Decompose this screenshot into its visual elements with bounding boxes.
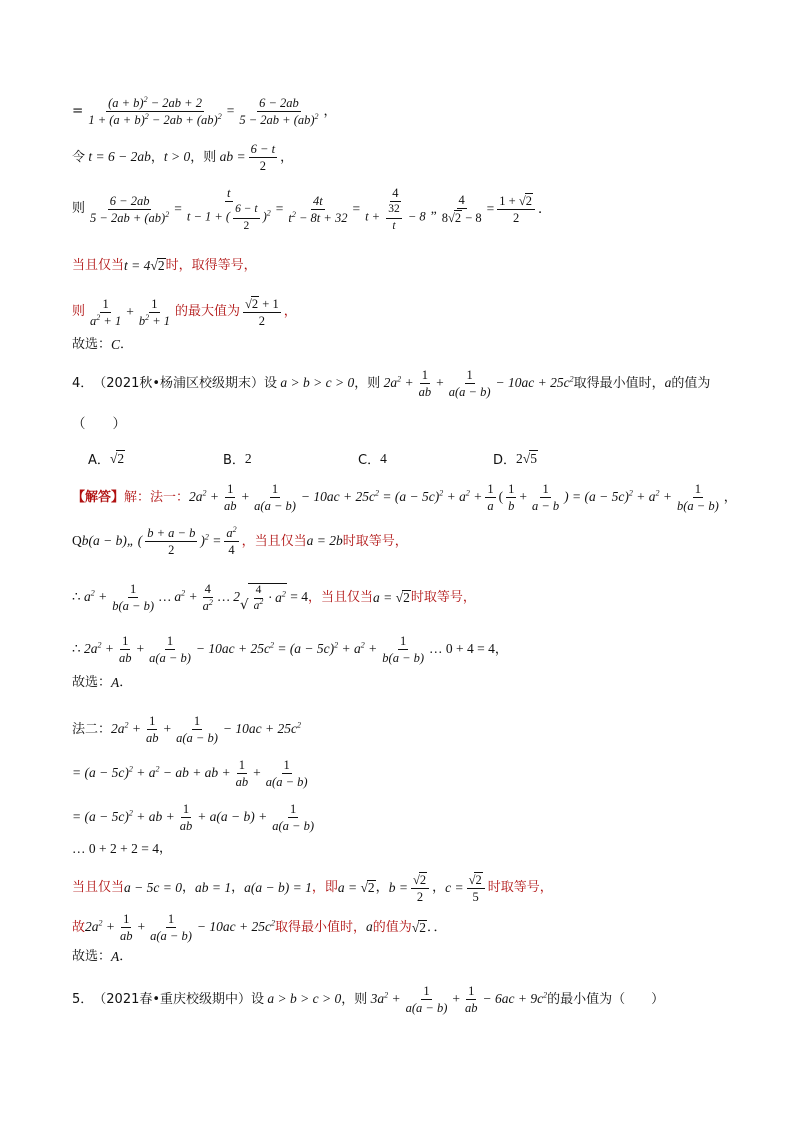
fraction: $\frac{1}{b}$	[508, 482, 515, 514]
text: 法二：	[72, 721, 112, 737]
option-label: C．	[358, 453, 381, 468]
fraction: $\frac{1}{ab}$	[146, 714, 159, 746]
fraction: $\frac{1}{a^2 + 1}$	[90, 296, 122, 328]
text: 的值为	[372, 919, 412, 935]
text: 当且仅当	[72, 880, 125, 896]
fraction: $\frac{1}{ab}$	[224, 482, 237, 514]
fraction: $\frac{1}{a(a - b)}$	[405, 984, 448, 1016]
text: ．．	[426, 919, 447, 935]
fraction: 1 + √ 2 2	[497, 193, 535, 226]
fraction: 4 t + $\frac{32}{t}$ − 8	[365, 186, 426, 232]
fraction: $\frac{1}{ab}$	[465, 984, 478, 1016]
text: 的最大值为	[175, 304, 241, 320]
text: 取得最小值时，	[275, 919, 367, 935]
fraction: $\frac{4t}{t^2 - 8t + 32}$	[288, 193, 348, 225]
choose-line-2: 故选： A ．	[72, 949, 133, 965]
fraction: $\frac{1}{a(a - b)}$	[150, 912, 192, 944]
fraction: $\frac{1}{b(a - b)}$	[676, 482, 719, 514]
option-a: A． √ 2	[88, 451, 125, 468]
solution-line-4: ∴ $2a^2$ + $\frac{1}{ab}$ + $\frac{1}{a(a - b)}$ − $10ac + 25c^2 = (a - 5c)^2 + a^2$ + $\frac{1}{b(a - b)}$ … 0 + 4 = 4 ，	[72, 634, 508, 666]
text: ，当且仅当	[241, 533, 307, 549]
choose-line-1: 故选： A ．	[72, 675, 133, 691]
text: 取得最小值时，	[573, 375, 665, 391]
text: ．	[120, 337, 134, 353]
fraction: $\frac{4}{a^2}$	[202, 582, 213, 614]
text: 故选：	[72, 949, 112, 965]
text: 时，取得等号，	[165, 257, 257, 273]
method2-condition: 当且仅当 a − 5c = 0 ， ab = 1 ， a(a − b) = 1 ，即 a = √ 2 ， b = √ 2 2 ， c = √ 2 5 时取等号，	[72, 873, 553, 905]
fraction: $\frac{6 - 2ab}{5 - 2ab + (ab)^2}$	[239, 96, 319, 128]
fraction: $\frac{6 - t}{2}$	[250, 142, 276, 174]
text: 则	[72, 304, 86, 320]
text: 故选：	[72, 675, 112, 691]
text: ，	[283, 304, 297, 320]
question-number: 4．	[72, 375, 94, 391]
fraction: $\frac{a^2}{4}$	[226, 524, 237, 558]
method2-line-2: = $(a - 5c)^2 + a^2$ − ab + ab + $\frac{1}{ab}$ + $\frac{1}{a(a - b)}$	[72, 758, 308, 790]
answer-letter: A	[111, 949, 120, 964]
fraction: $\frac{1}{ab}$	[235, 758, 249, 790]
solution-line-2: Q b(a − b)„ ( $\frac{b + a - b}{2}$ )$^2$ = $\frac{a^2}{4}$ ，当且仅当 a = 2b 时取等号，	[72, 524, 408, 558]
equals-sign: =	[72, 103, 84, 120]
text: 令	[72, 149, 86, 165]
option-value: 2	[244, 450, 252, 466]
method2-line-3: = $(a - 5c)^2$ + ab + $\frac{1}{ab}$ + a(a − b) + $\frac{1}{a(a - b)}$	[72, 802, 315, 834]
fraction: √ 2 5	[467, 872, 485, 905]
fraction: √ 2 2	[411, 872, 429, 905]
fraction: $\frac{1}{b(a - b)}$	[382, 634, 425, 666]
max-value-line: 则 $\frac{1}{a^2 + 1}$ + $\frac{1}{b^2 + 1}$ 的最大值为 √ 2 + 1 2 ，	[72, 296, 297, 329]
condition-line: 当且仅当 t = 4√ 2 时，取得等号，	[72, 257, 257, 273]
fraction: 4 8√ 2 − 8	[441, 193, 482, 226]
text: 时取等号，	[342, 533, 408, 549]
fraction: $\frac{(a + b)^2 - 2ab + 2}{1 + (a + b)^2 - 2ab + (ab)^2}$	[88, 94, 222, 128]
answer-tag: 【解答】	[72, 489, 125, 505]
fraction: √ 2 + 1 2	[245, 297, 279, 329]
text: 解：法一：	[124, 489, 190, 505]
option-d: D． 2√ 5	[493, 451, 537, 468]
text: ，当且仅当	[308, 589, 374, 605]
method2-line-4: … 0 + 2 + 2 = 4 ，	[72, 841, 172, 857]
question-source: （2021春•重庆校级期中）设	[93, 991, 265, 1007]
fraction: t t − 1 + ( $\frac{6 - t}{2}$ )$^2$	[186, 186, 271, 232]
text: 时取等号，	[487, 880, 553, 896]
answer-letter: C	[111, 337, 121, 352]
therefore-symbol: ∴	[72, 589, 81, 605]
fraction: $\frac{1}{a(a - b)}$	[149, 634, 191, 666]
equation-line-3: 则 $\frac{6 - 2ab}{5 - 2ab + (ab)^2}$ = t t − 1 + ( $\frac{6 - t}{2}$ )$^2$ = $\frac{4t}{t^2 - 8t + 32}$ = 4 t + $\frac{32}{t}$ − 8 „ 4 8√ 2 − 8 = 1 + √ 2 2 ．	[72, 186, 552, 232]
question-number: 5．	[72, 991, 94, 1007]
answer-letter: A	[111, 675, 120, 690]
fraction: $\frac{b + a - b}{2}$	[147, 526, 196, 558]
option-label: A．	[88, 453, 110, 468]
fraction: $\frac{1}{a(a - b)}$	[272, 802, 315, 834]
method2-final: 故 $2a^2$ + $\frac{1}{ab}$ + $\frac{1}{a(a - b)}$ − $10ac + 25c^2$ 取得最小值时， a 的值为 √ 2 ．．	[72, 912, 447, 944]
method2-line-1: 法二： $2a^2$ + $\frac{1}{ab}$ + $\frac{1}{a(a - b)}$ − $10ac + 25c^2$	[72, 714, 301, 746]
fraction: $\frac{1}{a(a - b)}$	[265, 758, 308, 790]
answer-line-prev	[72, 338, 734, 353]
question-5: 5． （2021春•重庆校级期中）设 a > b > c > 0 ，则 $3a^2$ + $\frac{1}{a(a - b)}$ + $\frac{1}{ab}$ − $6ac + 9c^2$ 的最小值为（ ）	[72, 984, 665, 1016]
text: 故	[72, 919, 86, 935]
solution-line-3: ∴ $a^2$ + $\frac{1}{b(a - b)}$ … $a^2$ + $\frac{4}{a^2}$ … 2 √ $\frac{4}{a^2}$ · $a^2$ = 4 ，当且仅当 a = √ 2 时取等号，	[72, 582, 476, 614]
fraction: $\frac{1}{a - b}$	[531, 482, 560, 514]
fraction: $\frac{1}{ab}$	[179, 802, 193, 834]
text: 时取等号，	[410, 589, 476, 605]
fraction: $\frac{1}{ab}$	[418, 368, 432, 400]
text: ，则	[190, 149, 217, 165]
text: 当且仅当	[72, 257, 125, 273]
option-label: D．	[493, 453, 517, 468]
text: ，	[150, 149, 164, 165]
text: ，则	[341, 991, 368, 1007]
text: ，即	[311, 880, 338, 896]
question-4: 4． （2021秋•杨浦区校级期末）设 a > b > c > 0 ，则 $2a^2$ + $\frac{1}{ab}$ + $\frac{1}{a(a - b)}$ − $10ac + 25c^2$ 取得最小值时， a 的值为	[72, 368, 711, 400]
option-value: 4	[380, 450, 387, 466]
options-row	[88, 449, 728, 468]
option-c	[358, 449, 493, 468]
text: 故选：	[72, 337, 112, 353]
text: 的最小值为（ ）	[547, 991, 665, 1007]
answer-blank: （ ）	[72, 416, 126, 432]
text: 则	[72, 201, 86, 217]
fraction: $\frac{6 - 2ab}{5 - 2ab + (ab)^2}$	[90, 193, 170, 225]
option-label: B．	[223, 453, 245, 468]
fraction: $\frac{1}{ab}$	[118, 634, 132, 666]
fraction: $\frac{1}{a(a - b)}$	[448, 368, 491, 400]
equation-line-1: = $\frac{(a + b)^2 - 2ab + 2}{1 + (a + b)^2 - 2ab + (ab)^2}$ = $\frac{6 - 2ab}{5 - 2ab + (ab)^2}$ ，	[72, 94, 337, 128]
fraction: $\frac{1}{a}$	[487, 482, 494, 514]
text: ，	[280, 149, 294, 165]
fraction: $\frac{1}{a(a - b)}$	[176, 714, 218, 746]
fraction: $\frac{1}{b^2 + 1}$	[138, 296, 171, 328]
because-symbol: Q	[72, 533, 82, 549]
text: ，则	[354, 375, 381, 391]
fraction: $\frac{1}{ab}$	[120, 912, 133, 944]
option-b	[223, 449, 358, 468]
fraction: $\frac{1}{a(a - b)}$	[254, 482, 296, 514]
fraction: $\frac{1}{b(a - b)}$	[112, 582, 154, 614]
solution-line-1: 【解答】 解：法一： $2a^2$ + $\frac{1}{ab}$ + $\frac{1}{a(a - b)}$ − $10ac + 25c^2 = (a - 5c)^2 + a^2$ + $\frac{1}{a}$ ( $\frac{1}{b}$ + $\frac{1}{a - b}$ ) = $(a - 5c)^2 + a^2$ + $\frac{1}{b(a - b)}$ ，	[72, 482, 737, 514]
text: 的值为	[671, 375, 711, 391]
substitution-line: 令 t = 6 − 2ab ， t > 0 ，则 ab = $\frac{6 - t}{2}$ ，	[72, 142, 294, 174]
question-source: （2021秋•杨浦区校级期末）设	[93, 375, 278, 391]
